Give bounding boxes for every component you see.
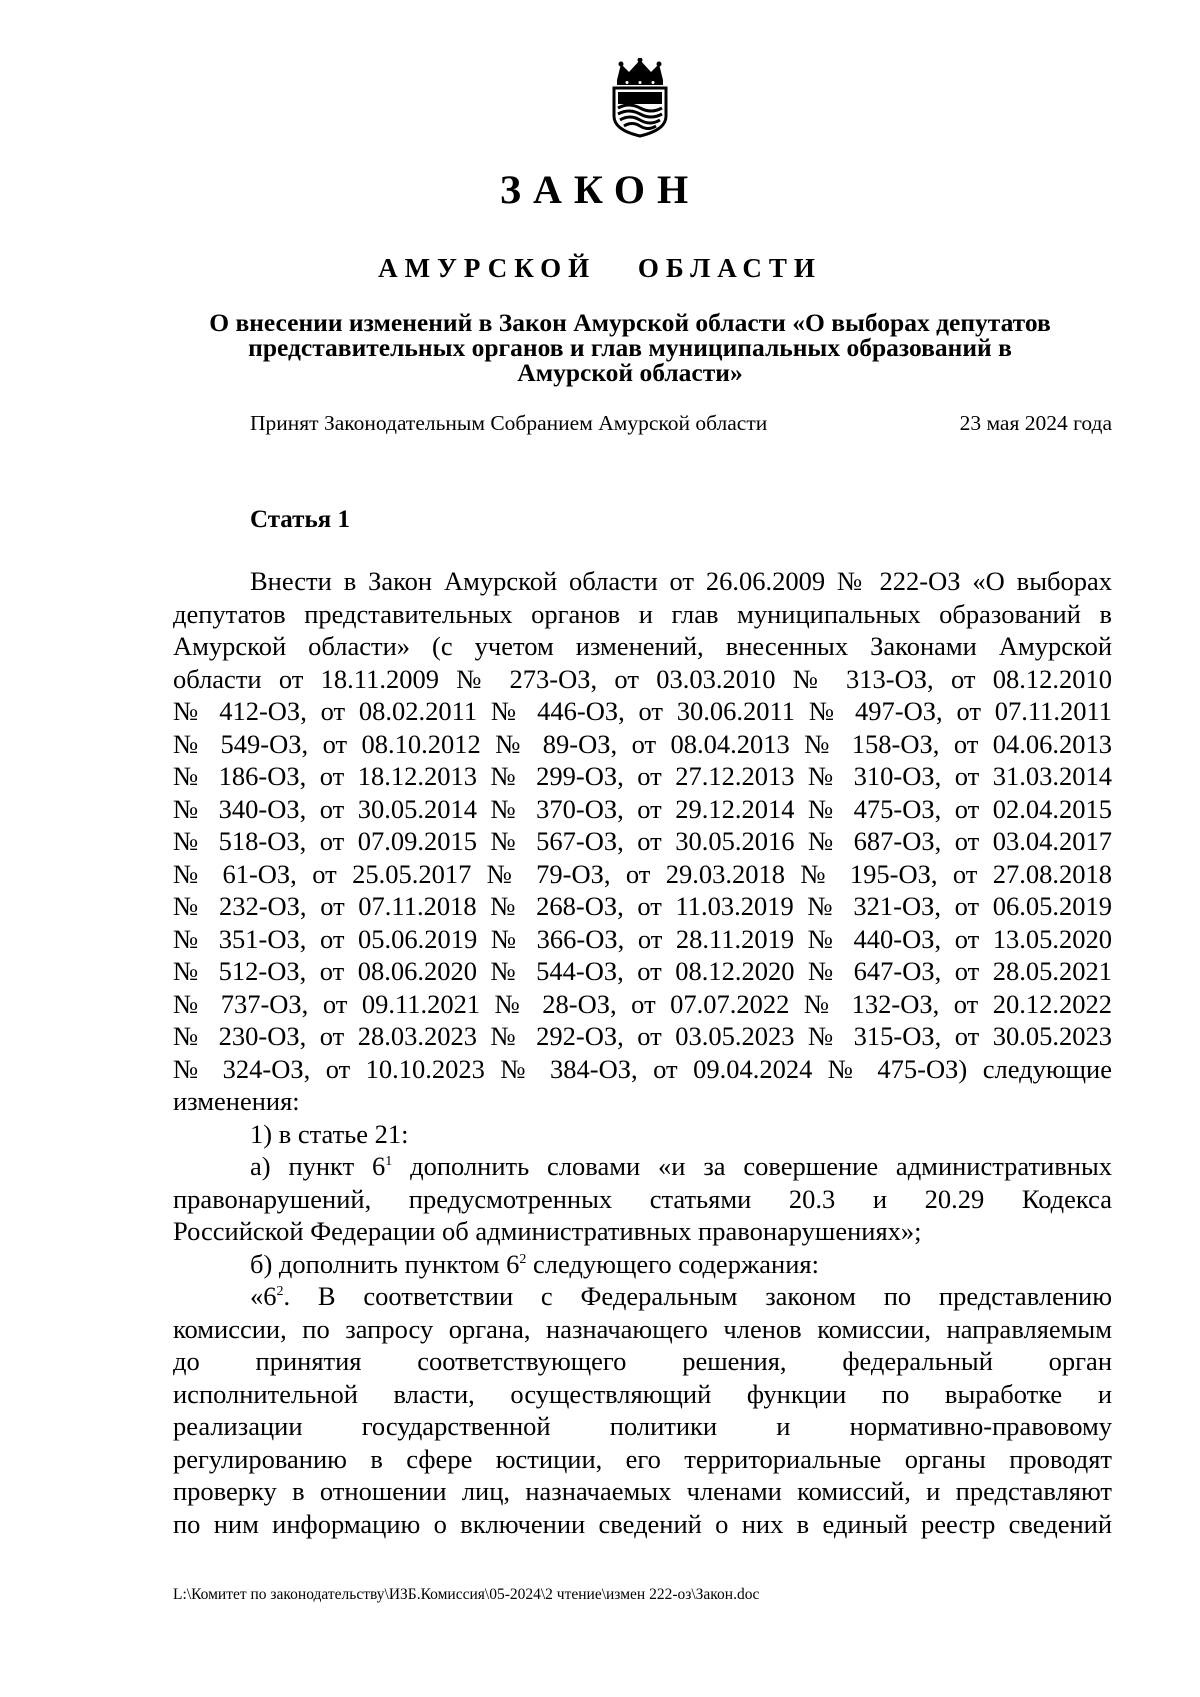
adopted-by: Принят Законодательным Собранием Амурской области <box>250 411 768 435</box>
quote-line <box>173 1280 1112 1313</box>
file-path-footer: L:\Комитет по законодательству\ИЗБ.Комиссия\05-2024\2 чтение\измен 222-оз\Закон.doc <box>173 1586 760 1603</box>
item-a-line: Российской Федерации об административных правонарушениях»; <box>173 1216 922 1246</box>
superscript: 2 <box>276 1284 284 1300</box>
item-1: 1) в статье 21: <box>250 1118 409 1149</box>
quote-line: исполнительной власти, осуществляющий функции по выработке и <box>173 1378 1112 1409</box>
body-line: области от 18.11.2009 № 273-ОЗ, от 03.03.2010 № 313-ОЗ, от 08.12.2010 <box>173 663 1112 694</box>
body-line: Внести в Закон Амурской области от 26.06.2009 № 222-ОЗ «О выборах <box>250 566 1112 596</box>
superscript: 2 <box>519 1251 527 1267</box>
body-line: № 412-ОЗ, от 08.02.2011 № 446-ОЗ, от 30.06.2011 № 497-ОЗ, от 07.11.2011 <box>173 696 1112 726</box>
body-line: Амурской области» (с учетом изменений, внесенных Законами Амурской <box>173 631 1112 661</box>
body-line: изменения: <box>173 1086 300 1116</box>
region-title: АМУРСКОЙ ОБЛАСТИ <box>378 253 822 283</box>
item-a-text: дополнить словами «и за совершение административных <box>392 1151 1112 1181</box>
quote-line: до принятия соответствующего решения, федеральный орган <box>173 1346 1112 1376</box>
body-line: № 737-ОЗ, от 09.11.2021 № 28-ОЗ, от 07.07.2022 № 132-ОЗ, от 20.12.2022 <box>173 988 1112 1019</box>
body-line: № 61-ОЗ, от 25.05.2017 № 79-ОЗ, от 29.03.2018 № 195-ОЗ, от 27.08.2018 <box>173 858 1112 889</box>
quote-line: комиссии, по запросу органа, назначающего членов комиссии, направляемым <box>173 1313 1112 1344</box>
item-b-text: б) дополнить пунктом 6 <box>250 1248 520 1279</box>
quote-line: по ним информацию о включении сведений о них в единый реестр сведений <box>173 1508 1112 1539</box>
body-line: № 232-ОЗ, от 07.11.2018 № 268-ОЗ, от 11.03.2019 № 321-ОЗ, от 06.05.2019 <box>173 891 1112 921</box>
body-line: № 518-ОЗ, от 07.09.2015 № 567-ОЗ, от 30.05.2016 № 687-ОЗ, от 03.04.2017 <box>173 826 1112 856</box>
coat-of-arms-icon <box>609 58 671 138</box>
body-line: депутатов представительных органов и глав муниципальных образований в <box>173 598 1112 629</box>
quote-line: реализации государственной политики и нормативно-правовому <box>173 1411 1112 1441</box>
subject-line: представительных органов и глав муниципальных образований в <box>248 333 1012 362</box>
body-line: № 186-ОЗ, от 18.12.2013 № 299-ОЗ, от 27.12.2013 № 310-ОЗ, от 31.03.2014 <box>173 761 1112 791</box>
item-a-line <box>173 1150 1112 1183</box>
body-line: № 230-ОЗ, от 28.03.2023 № 292-ОЗ, от 03.05.2023 № 315-ОЗ, от 30.05.2023 <box>173 1021 1112 1051</box>
law-subject <box>150 310 1110 385</box>
superscript: 1 <box>385 1154 393 1170</box>
subject-line: Амурской области» <box>517 358 743 387</box>
item-a-line: правонарушений, предусмотренных статьями 20.3 и 20.29 Кодекса <box>173 1183 1112 1214</box>
adopted-date: 23 мая 2024 года <box>959 411 1112 435</box>
item-b-text: следующего содержания: <box>526 1248 819 1279</box>
quote-line: проверку в отношении лиц, назначаемых членами комиссий, и представляют <box>173 1476 1112 1506</box>
quote-text: . В соответствии с Федеральным законом по представлению <box>283 1281 1112 1311</box>
body-line: № 324-ОЗ, от 10.10.2023 № 384-ОЗ, от 09.04.2024 № 475-ОЗ) следующие <box>173 1053 1112 1084</box>
item-a-text: а) пункт 6 <box>250 1151 386 1181</box>
subject-line: О внесении изменений в Закон Амурской области «О выборах депутатов <box>209 308 1051 337</box>
body-line: № 549-ОЗ, от 08.10.2012 № 89-ОЗ, от 08.04.2013 № 158-ОЗ, от 04.06.2013 <box>173 728 1112 759</box>
quote-line: регулированию в сфере юстиции, его территориальные органы проводят <box>173 1443 1112 1474</box>
body-line: № 512-ОЗ, от 08.06.2020 № 544-ОЗ, от 08.12.2020 № 647-ОЗ, от 28.05.2021 <box>173 956 1112 986</box>
law-title: ЗАКОН <box>499 167 701 212</box>
item-b-line <box>173 1248 1112 1281</box>
article-heading: Статья 1 <box>250 506 350 533</box>
article-body <box>173 565 1112 1540</box>
quote-text: «6 <box>250 1281 277 1311</box>
body-line: № 351-ОЗ, от 05.06.2019 № 366-ОЗ, от 28.11.2019 № 440-ОЗ, от 13.05.2020 <box>173 923 1112 954</box>
body-line: № 340-ОЗ, от 30.05.2014 № 370-ОЗ, от 29.12.2014 № 475-ОЗ, от 02.04.2015 <box>173 793 1112 824</box>
